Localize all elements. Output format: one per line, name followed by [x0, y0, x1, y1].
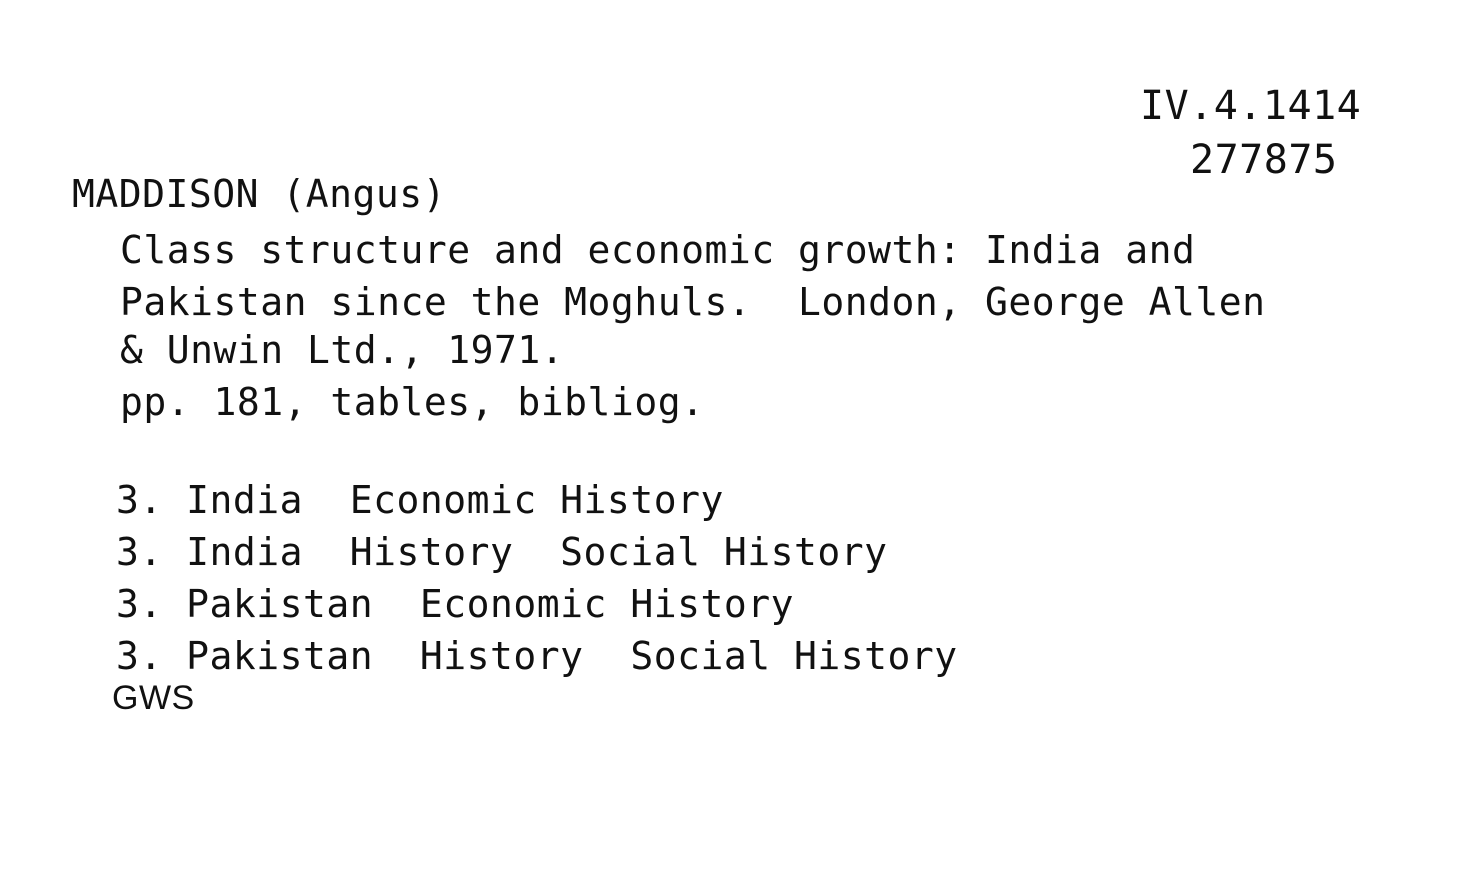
subject-entry: 3. Pakistan Economic History [116, 582, 794, 626]
call-number: IV.4.1414 [1140, 83, 1362, 129]
title-line: Class structure and economic growth: India and [120, 228, 1196, 272]
collation-line: pp. 181, tables, bibliog. [120, 380, 705, 424]
accession-number: 277875 [1190, 137, 1338, 183]
subject-entry: 3. Pakistan History Social History [116, 634, 958, 678]
cataloguer-initials: GWS [112, 679, 195, 717]
title-line: Pakistan since the Moghuls. London, George Allen [120, 280, 1266, 324]
subject-entry: 3. India History Social History [116, 530, 888, 574]
imprint-line: & Unwin Ltd., 1971. [120, 328, 565, 372]
subject-entry: 3. India Economic History [116, 478, 724, 522]
author-heading: MADDISON (Angus) [72, 172, 447, 216]
